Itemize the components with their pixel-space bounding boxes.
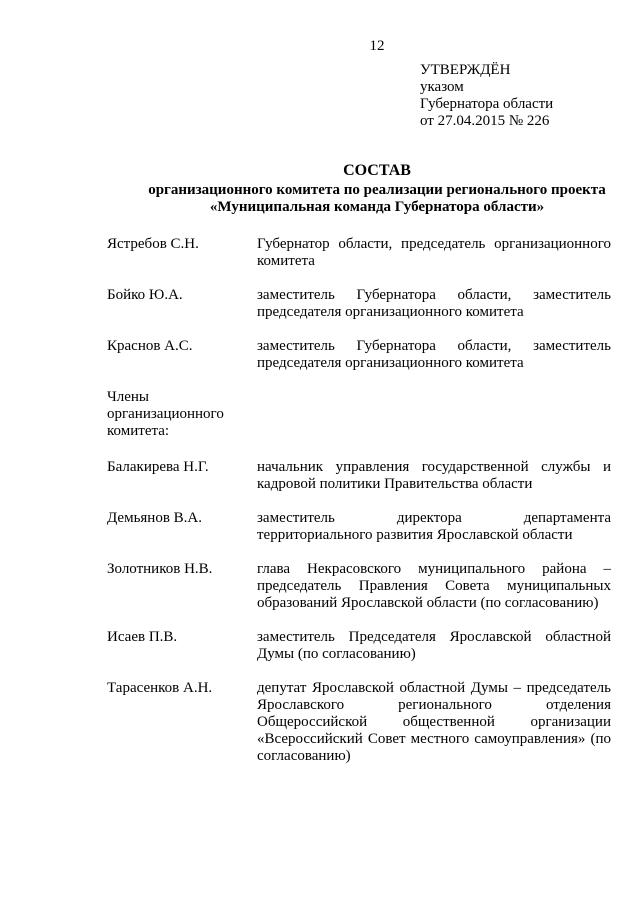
member-name: Демьянов В.А. xyxy=(107,510,203,526)
leaders-list xyxy=(107,236,611,372)
member-name: Исаев П.В. xyxy=(107,629,178,645)
member-name: Балакирева Н.Г. xyxy=(107,459,209,475)
member-role-line: председателя организационного комитета xyxy=(257,355,524,371)
members-label-line: организационного xyxy=(107,406,224,422)
roster-row xyxy=(107,459,611,493)
member-role-line: Губернатор области, председатель организационного xyxy=(257,236,611,252)
member-role xyxy=(257,561,611,612)
members-label xyxy=(107,389,237,440)
members-label-line: комитета: xyxy=(107,423,170,439)
title-line-1: организационного комитета по реализации регионального проекта xyxy=(148,182,606,198)
member-role-line: согласованию) xyxy=(257,748,351,764)
approval-heading: УТВЕРЖДЁН xyxy=(420,62,511,78)
roster-row xyxy=(107,287,611,321)
roster-row xyxy=(107,680,611,765)
member-role-line: Ярославского регионального отделения xyxy=(257,697,611,713)
member-role-line: кадровой политики Правительства области xyxy=(257,476,533,492)
page-number: 12 xyxy=(369,38,385,54)
member-role-line: заместитель Председателя Ярославской областной xyxy=(257,629,611,645)
member-role-line: депутат Ярославской областной Думы – председатель xyxy=(257,680,611,696)
member-role xyxy=(257,287,611,321)
member-role xyxy=(257,236,611,270)
roster-row xyxy=(107,338,611,372)
title-line-2: «Муниципальная команда Губернатора области» xyxy=(209,199,545,215)
member-role-line: комитета xyxy=(257,253,315,269)
member-role xyxy=(257,459,611,493)
roster-row xyxy=(107,510,611,544)
member-role-line: заместитель Губернатора области, заместитель xyxy=(257,338,611,354)
member-name: Краснов А.С. xyxy=(107,338,193,354)
approval-line-1: указом xyxy=(420,79,464,95)
members-list xyxy=(107,459,611,765)
approval-line-2: Губернатора области xyxy=(420,96,554,112)
member-name: Бойко Ю.А. xyxy=(107,287,183,303)
member-role-line: заместитель директора департамента xyxy=(257,510,611,526)
member-role xyxy=(257,338,611,372)
member-role-line: образований Ярославской области (по согласованию) xyxy=(257,595,599,611)
member-role-line: глава Некрасовского муниципального района – xyxy=(257,561,611,577)
member-role-line: территориального развития Ярославской области xyxy=(257,527,573,543)
member-role-line: председателя организационного комитета xyxy=(257,304,524,320)
committee-roster xyxy=(107,236,611,782)
member-role xyxy=(257,680,611,765)
roster-row xyxy=(107,561,611,612)
member-role xyxy=(257,510,611,544)
member-name: Ястребов С.Н. xyxy=(107,236,199,252)
member-role-line: заместитель Губернатора области, заместитель xyxy=(257,287,611,303)
member-role xyxy=(257,629,611,663)
member-name: Золотников Н.В. xyxy=(107,561,213,577)
member-role-line: председатель Правления Совета муниципальных xyxy=(257,578,611,594)
member-role-line: Думы (по согласованию) xyxy=(257,646,416,662)
member-role-line: Общероссийской общественной организации xyxy=(257,714,611,730)
roster-row xyxy=(107,236,611,270)
document-title xyxy=(0,162,640,216)
member-role-line: «Всероссийский Совет местного самоуправления» (по xyxy=(257,731,611,747)
title-main: СОСТАВ xyxy=(343,162,411,179)
approval-line-3: от 27.04.2015 № 226 xyxy=(420,113,550,129)
member-role-line: начальник управления государственной службы и xyxy=(257,459,611,475)
roster-row xyxy=(107,629,611,663)
approval-stamp xyxy=(420,62,553,130)
members-label-line: Члены xyxy=(107,389,149,405)
member-name: Тарасенков А.Н. xyxy=(107,680,213,696)
